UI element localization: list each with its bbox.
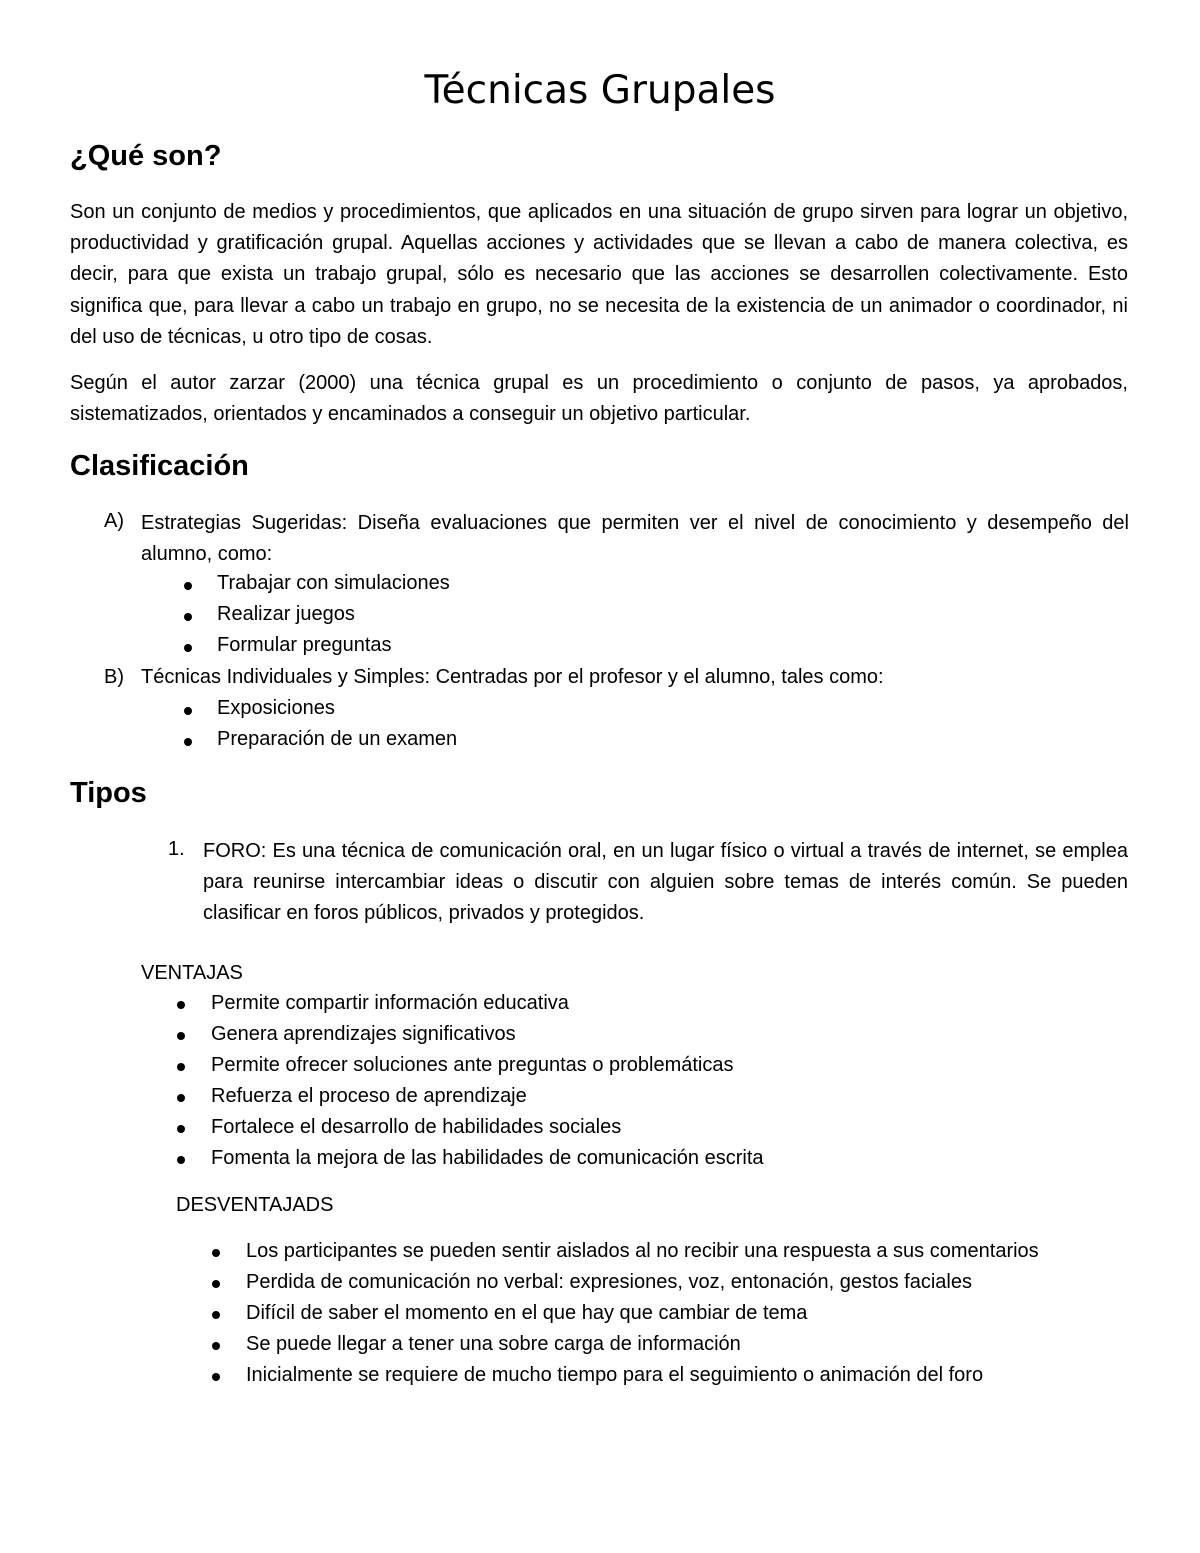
desventaja-item: Inicialmente se requiere de mucho tiempo para el seguimiento o animación del foro (246, 1364, 984, 1386)
bullet-icon (212, 1311, 220, 1319)
bullet-icon (177, 1001, 185, 1009)
ventaja-item: Refuerza el proceso de aprendizaje (211, 1085, 527, 1107)
desventaja-item: Difícil de saber el momento en el que hay que cambiar de tema (246, 1302, 808, 1324)
desventaja-item: Perdida de comunicación no verbal: expresiones, voz, entonación, gestos faciales (246, 1271, 972, 1293)
bullet-icon (177, 1063, 185, 1071)
bullet-icon (184, 738, 192, 746)
bullet-icon (177, 1094, 185, 1102)
clasificacion-item-b: Técnicas Individuales y Simples: Centradas por el profesor y el alumno, tales como: (141, 666, 884, 688)
desventaja-item: Los participantes se pueden sentir aislados al no recibir una respuesta a sus comentarios (246, 1240, 1039, 1262)
ventaja-item: Genera aprendizajes significativos (211, 1023, 516, 1045)
ventaja-item: Permite ofrecer soluciones ante preguntas o problemáticas (211, 1054, 734, 1076)
bullet-icon (177, 1125, 185, 1133)
clasificacion-subitem: Trabajar con simulaciones (217, 572, 450, 594)
bullet-icon (212, 1249, 220, 1257)
bullet-icon (177, 1156, 185, 1164)
document-title: Técnicas Grupales (424, 68, 776, 113)
ventajas-label: VENTAJAS (141, 962, 243, 984)
tipos-item-foro: FORO: Es una técnica de comunicación oral, en un lugar físico o virtual a través de internet, se emplea para reunirse intercambiar ideas o discutir con alguien sobre temas de interés común. Se pueden clasificar en foros públicos, privados y protegidos. (203, 840, 1128, 925)
ventaja-item: Fortalece el desarrollo de habilidades sociales (211, 1116, 622, 1138)
heading-clasificacion: Clasificación (70, 450, 249, 482)
bullet-icon (177, 1032, 185, 1040)
desventajas-label: DESVENTAJADS (176, 1194, 334, 1216)
clasificacion-subitem: Exposiciones (217, 697, 335, 719)
desventaja-item: Se puede llegar a tener una sobre carga de información (246, 1333, 741, 1355)
bullet-icon (184, 582, 192, 590)
clasificacion-item-a: Estrategias Sugeridas: Diseña evaluaciones que permiten ver el nivel de conocimiento y desempeño del alumno, como: (141, 512, 1129, 566)
list-marker-1: 1. (168, 838, 185, 860)
paragraph-definition: Son un conjunto de medios y procedimientos, que aplicados en una situación de grupo sirven para lograr un objetivo, productividad y gratificación grupal. Aquellas acciones y actividades que se llevan a cabo de manera colectiva, es decir, para que exista un trabajo grupal, sólo es necesario que las acciones se desarrollen colectivamente. Esto significa que, para llevar a cabo un trabajo en grupo, no se necesita de la existencia de un animador o coordinador, ni del uso de técnicas, u otro tipo de cosas. (70, 201, 1128, 348)
clasificacion-subitem: Formular preguntas (217, 634, 392, 656)
ventaja-item: Permite compartir información educativa (211, 992, 569, 1014)
bullet-icon (184, 707, 192, 715)
bullet-icon (212, 1342, 220, 1350)
bullet-icon (212, 1373, 220, 1381)
clasificacion-subitem: Realizar juegos (217, 603, 355, 625)
heading-tipos: Tipos (70, 777, 147, 809)
ventaja-item: Fomenta la mejora de las habilidades de comunicación escrita (211, 1147, 764, 1169)
paragraph-zarzar: Según el autor zarzar (2000) una técnica grupal es un procedimiento o conjunto de pasos, ya aprobados, sistematizados, orientados y encaminados a conseguir un objetivo particular. (70, 372, 1128, 426)
bullet-icon (184, 613, 192, 621)
list-marker-a: A) (104, 510, 124, 532)
list-marker-b: B) (104, 666, 124, 688)
heading-que-son: ¿Qué son? (70, 140, 222, 172)
bullet-icon (212, 1280, 220, 1288)
bullet-icon (184, 644, 192, 652)
clasificacion-subitem: Preparación de un examen (217, 728, 458, 750)
